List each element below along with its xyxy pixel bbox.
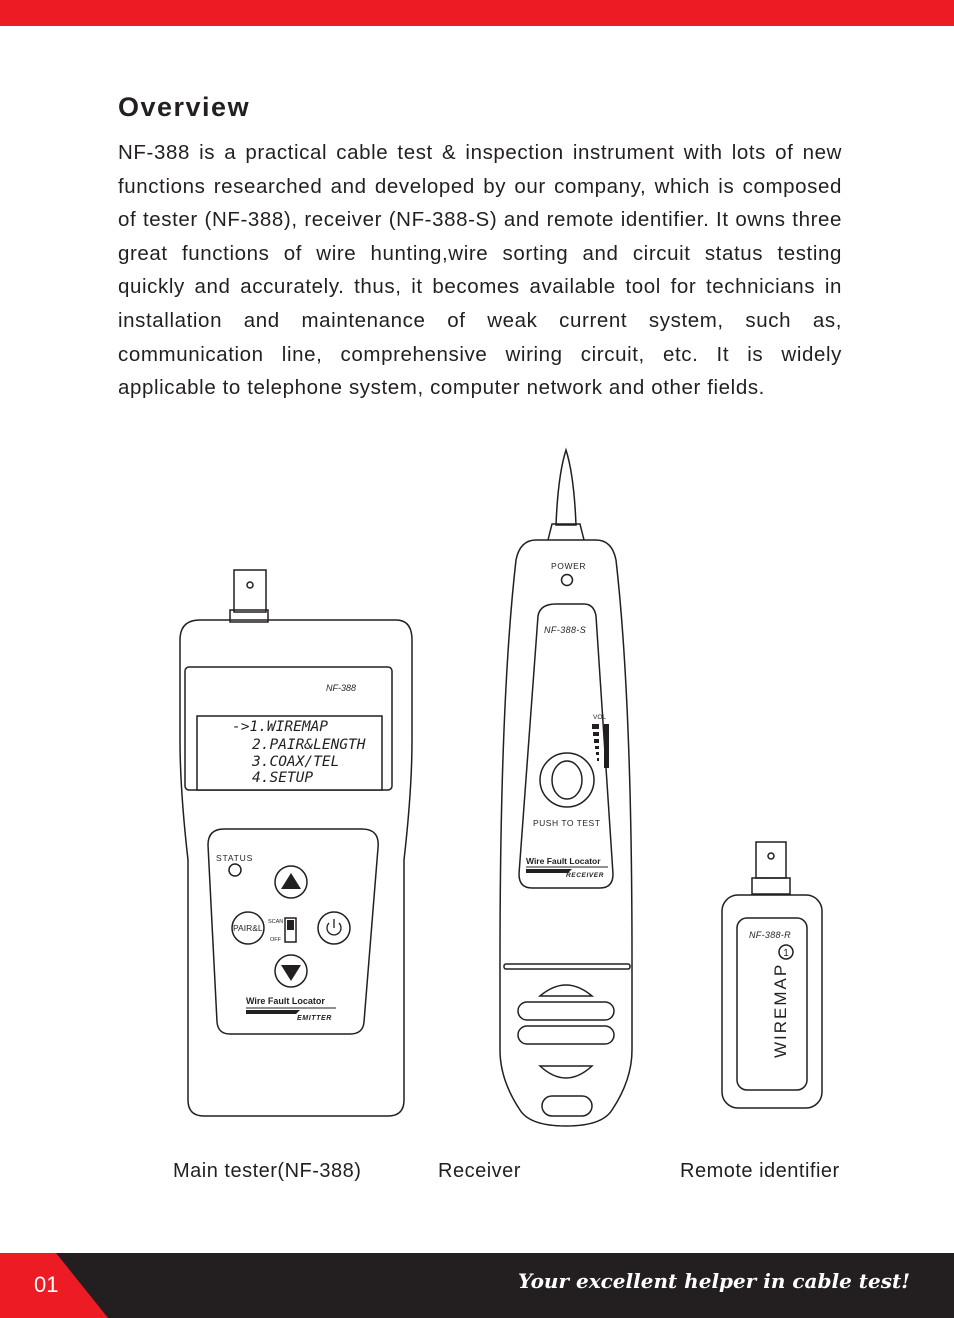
pair-length-button[interactable]: [232, 912, 264, 944]
overview-paragraph: NF-388 is a practical cable test & inspection instrument with lots of new functions researched and developed by our company, which is composed of tester (NF-388), receiver (NF-388-S) and remote identifier. It owns three great functions of wire hunting,wire sorting and circuit status testing quickly and accurately. thus, it becomes available tool for technicians in installation and maintenance of weak current system, such as, communication line, comprehensive wiring circuit, etc. It is widely applicable to telephone system, computer network and other fields.: [118, 141, 842, 400]
remote-identifier-illustration: [722, 842, 822, 1108]
tester-model-label: NF-388: [326, 683, 357, 693]
remote-bnc-base: [752, 878, 790, 894]
tester-brand-stripe: [246, 1010, 300, 1014]
pair-length-button-label: PAIR&L: [233, 923, 263, 933]
receiver-divider-slot: [504, 964, 630, 969]
receiver-power-label: POWER: [551, 561, 587, 571]
push-to-test-button[interactable]: [540, 753, 594, 807]
tester-bnc-hole: [247, 582, 253, 588]
receiver-unit-label: RECEIVER: [566, 872, 605, 879]
remote-bnc-hole: [768, 853, 774, 859]
up-arrow-button[interactable]: [275, 866, 307, 898]
receiver-probe-tip: [556, 450, 576, 525]
scan-off-switch[interactable]: [285, 918, 296, 942]
switch-knob: [287, 920, 294, 930]
down-arrow-icon: [281, 965, 301, 981]
devices-svg: [0, 440, 954, 1140]
lcd-menu-item-3: 3.COAX/TEL: [252, 754, 340, 770]
receiver-push-label: PUSH TO TEST: [533, 818, 601, 828]
remote-wiremap-label: WIREMAP: [771, 962, 790, 1058]
grip-slot-2: [518, 1002, 614, 1020]
caption-remote-identifier: Remote identifier: [680, 1160, 840, 1182]
device-illustrations: [0, 440, 954, 1140]
page-number: 01: [34, 1272, 59, 1297]
receiver-vol-label: VOL: [593, 714, 607, 721]
remote-number: 1: [783, 948, 789, 959]
tester-unit-label: EMITTER: [297, 1015, 332, 1022]
caption-receiver: Receiver: [438, 1160, 521, 1182]
main-tester-illustration: [180, 570, 412, 1116]
tester-body: [180, 620, 412, 1116]
scan-label: SCAN: [268, 919, 284, 925]
tester-bnc-connector: [234, 570, 266, 612]
lcd-menu-item-2: 2.PAIR&LENGTH: [252, 737, 366, 753]
down-arrow-button[interactable]: [275, 955, 307, 987]
grip-slot-3: [518, 1026, 614, 1044]
lcd-menu-item-4: 4.SETUP: [252, 770, 314, 786]
status-led: [229, 864, 241, 876]
top-accent-bar: [0, 0, 954, 26]
receiver-battery-slot: [542, 1096, 592, 1116]
lcd-menu-item-1: ->1.WIREMAP: [232, 719, 329, 735]
receiver-brand-label: Wire Fault Locator: [526, 856, 601, 866]
power-icon: [327, 919, 341, 935]
tester-power-button[interactable]: [318, 912, 350, 944]
tester-brand-label: Wire Fault Locator: [246, 996, 325, 1006]
up-arrow-icon: [281, 873, 301, 889]
footer-slogan: Your excellent helper in cable test!: [518, 1269, 910, 1293]
remote-model-label: NF-388-R: [749, 930, 791, 940]
page-title: Overview: [118, 92, 251, 122]
caption-main-tester: Main tester(NF-388): [173, 1160, 362, 1182]
off-label: OFF: [270, 937, 281, 943]
receiver-power-led: [562, 575, 573, 586]
receiver-probe-neck: [548, 524, 584, 540]
volume-scale[interactable]: [592, 724, 609, 768]
grip-slot-4: [540, 1066, 592, 1078]
tester-status-label: STATUS: [216, 853, 254, 863]
remote-bnc-connector: [756, 842, 786, 878]
grip-slot-1: [540, 985, 592, 996]
receiver-model-label: NF-388-S: [544, 625, 587, 635]
receiver-illustration: [500, 450, 632, 1126]
